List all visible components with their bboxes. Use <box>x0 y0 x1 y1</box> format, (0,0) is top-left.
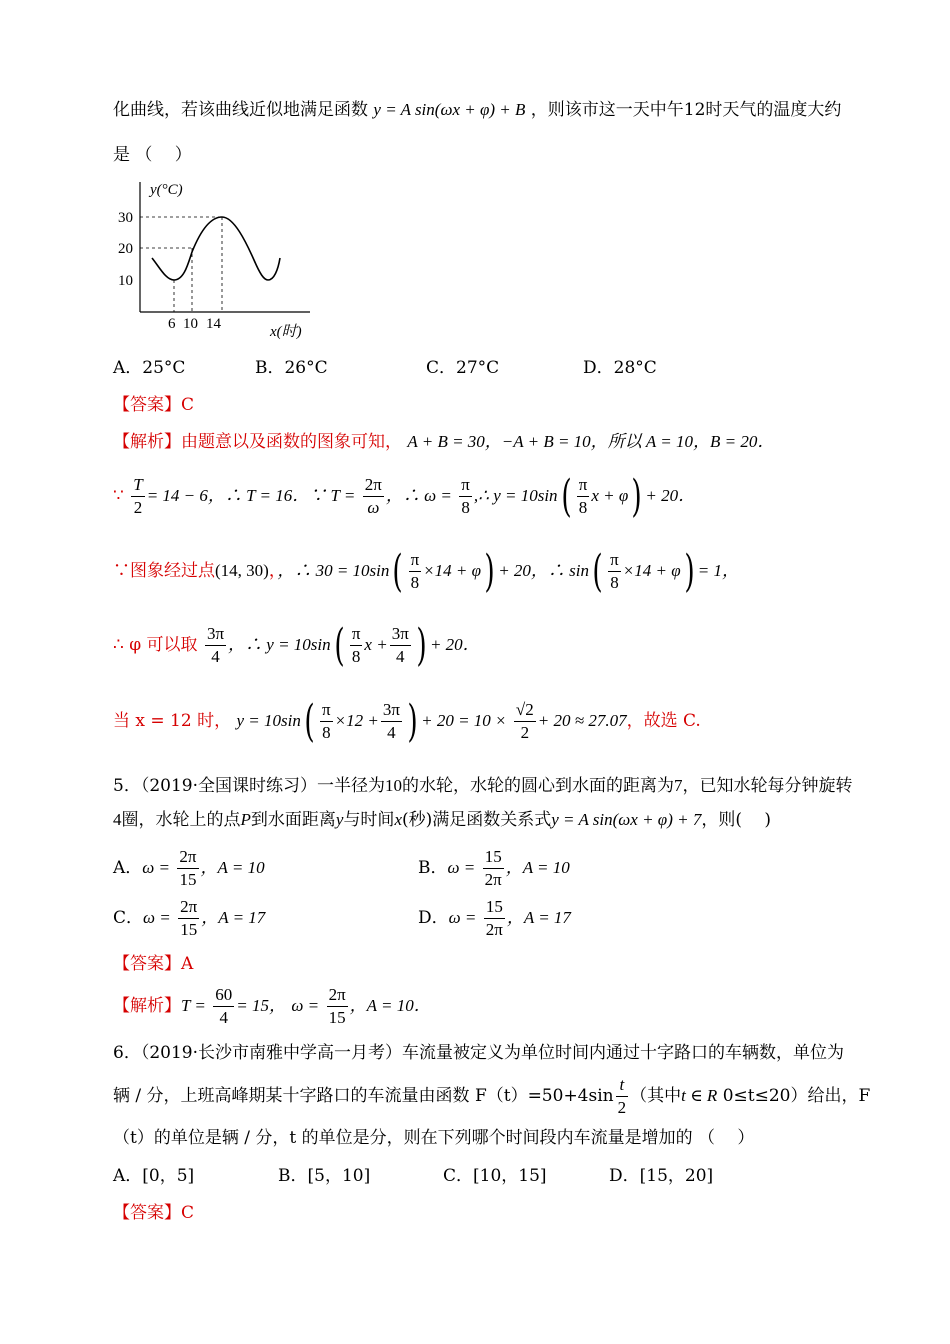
q4-option-b: B．26°C <box>255 358 328 378</box>
y-tick-30: 30 <box>118 210 133 226</box>
q5-option-c: C．ω = $\frac{2\pi}{15}$ ，A = 17 <box>113 897 266 939</box>
q6-answer: 【答案】C <box>113 1203 195 1223</box>
q4-analysis-line4: ∴ φ 可以取 $\frac{3\pi}{4}$ ，∴ y = 10sin( $\frac{\pi}{8}$ x + $\frac{3\pi}{4}$ ) + 20． <box>113 619 480 671</box>
q5-option-a: A．ω = $\frac{2\pi}{15}$ ，A = 10 <box>113 847 265 889</box>
q6-option-d: D．[15，20] <box>609 1166 714 1186</box>
q4-analysis-line2: ∵ $\frac{T}{2}$ = 14 − 6，∴ T = 16．∵ T = $\frac{2\pi}{\omega}$ ，∴ ω = $\frac{\pi}{8}$ ,∴ y = 10sin( $\frac{\pi}{8}$ x + φ) + 20． <box>113 470 696 522</box>
x-tick-14: 14 <box>206 316 221 332</box>
temperature-graph <box>112 172 322 344</box>
q4-option-c: C．27°C <box>426 358 500 378</box>
q6-stem-line3: （t）的单位是辆 / 分，t 的单位是分，则在下列哪个时间段内车流量是增加的 （ ） <box>113 1128 755 1148</box>
q4-function-formula: y = A sin(ωx + φ) + B <box>373 100 526 119</box>
q4-option-d: D．28°C <box>583 358 657 378</box>
q5-stem-line1: 5．（2019·全国课时练习）一半径为10的水轮，水轮的圆心到水面的距离为7，已知水轮每分钟旋转 <box>113 776 853 796</box>
q6-option-c: C．[10，15] <box>443 1166 547 1186</box>
temperature-curve <box>152 217 280 280</box>
q6-option-a: A．[0，5] <box>113 1166 195 1186</box>
q4-stem-line2: 是 （ ） <box>113 145 192 165</box>
q5-analysis: 【解析】T = $\frac{60}{4}$ = 15， ω = $\frac{2\pi}{15}$ ，A = 10． <box>113 985 431 1027</box>
y-tick-10: 10 <box>118 273 133 289</box>
q5-stem-line2: 4圈，水轮上的点P到水面距离y与时间x(秒)满足函数关系式y = A sin(ωx + φ) + 7，则( ) <box>113 810 772 830</box>
q4-option-a: A．25°C <box>113 358 186 378</box>
q4-answer: 【答案】C <box>113 395 195 415</box>
q4-stem-line1: 化曲线，若该曲线近似地满足函数 y = A sin(ωx + φ) + B ，则该市这一天中午12时天气的温度大约 <box>113 100 842 120</box>
y-axis-label: y(°C) <box>150 182 183 198</box>
y-tick-20: 20 <box>118 241 133 257</box>
q6-stem-line2: 辆 / 分，上班高峰期某十字路口的车流量由函数 F（t）=50+4sin $\frac{t}{2}$ （其中t ∈ R 0≤t≤20）给出，F <box>113 1075 871 1117</box>
q4-analysis-line5: 当 x = 12 时， y = 10sin( $\frac{\pi}{8}$ ×12 + $\frac{3\pi}{4}$ ) + 20 = 10 × $\frac{√2}{2}$ + 20 ≈ 27.07，故选 C. <box>113 695 701 747</box>
x-tick-6: 6 <box>168 316 176 332</box>
q5-option-b: B．ω = $\frac{15}{2\pi}$ ，A = 10 <box>418 847 570 889</box>
q4-analysis-line3: ∵图象经过点(14, 30)，，∴ 30 = 10sin( $\frac{\pi}{8}$ ×14 + φ) + 20，∴ sin( $\frac{\pi}{8}$ ×14 + φ) = 1， <box>113 545 740 597</box>
q5-option-d: D．ω = $\frac{15}{2\pi}$ ，A = 17 <box>418 897 571 939</box>
q4-analysis-line1: 【解析】由题意以及函数的图象可知， A + B = 30，−A + B = 10，所以 A = 10，B = 20． <box>113 432 775 452</box>
x-axis-label: x(时) <box>270 324 302 340</box>
q5-answer: 【答案】A <box>113 954 194 974</box>
x-tick-10: 10 <box>183 316 198 332</box>
q6-option-b: B．[5，10] <box>278 1166 371 1186</box>
q6-stem-line1: 6．（2019·长沙市南雅中学高一月考）车流量被定义为单位时间内通过十字路口的车辆数，单位为 <box>113 1043 844 1063</box>
